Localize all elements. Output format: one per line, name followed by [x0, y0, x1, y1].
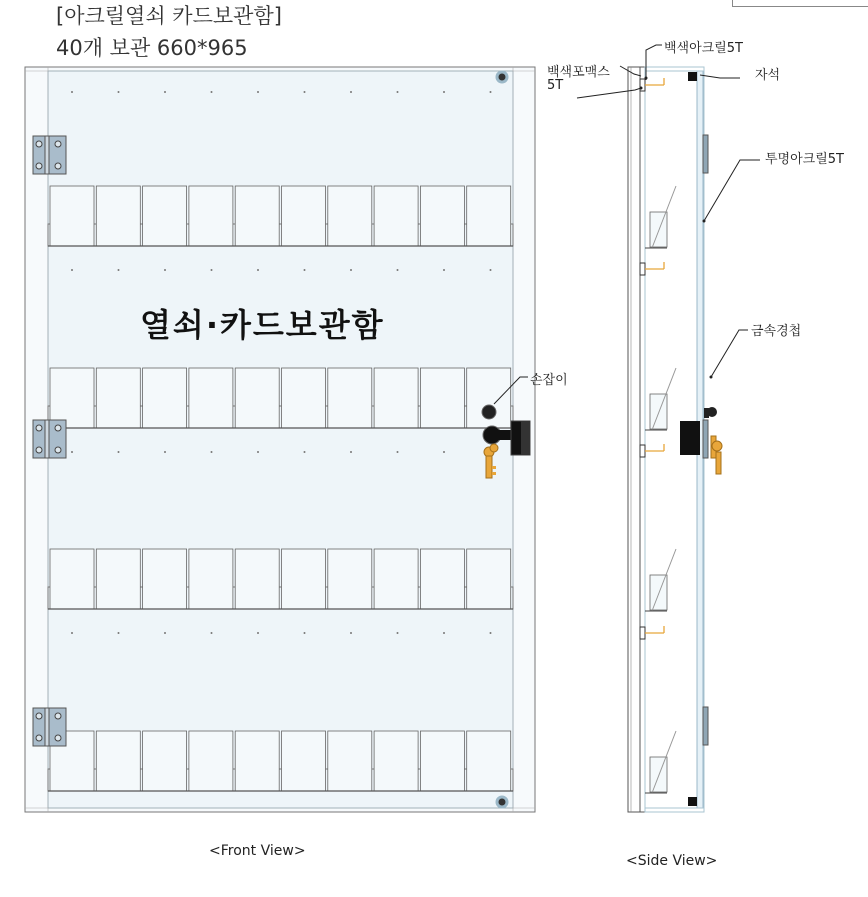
card-slot	[328, 731, 372, 791]
card-slot	[143, 368, 187, 428]
hook-dot	[211, 632, 213, 634]
card-slot	[467, 731, 511, 791]
hook-dot	[164, 91, 166, 93]
label-magnet: 자석	[755, 68, 781, 83]
front-view-caption: <Front View>	[209, 843, 306, 859]
hook-dot	[443, 451, 445, 453]
side-slot	[645, 549, 676, 611]
card-slot	[282, 368, 326, 428]
hook-dot	[164, 632, 166, 634]
hook-dot	[350, 91, 352, 93]
card-slot	[374, 549, 418, 609]
card-slot	[374, 186, 418, 246]
card-slot	[50, 186, 94, 246]
card-slot	[96, 549, 140, 609]
handle-label: 손잡이	[530, 373, 568, 388]
hook-dot	[397, 632, 399, 634]
hook-dot	[443, 91, 445, 93]
hook-dot	[350, 269, 352, 271]
side-slot	[645, 186, 676, 248]
card-slot	[235, 549, 279, 609]
card-slot	[50, 368, 94, 428]
side-key-icon	[711, 436, 722, 474]
card-slot	[328, 368, 372, 428]
card-slot	[189, 731, 233, 791]
card-slot	[235, 731, 279, 791]
hinge	[33, 420, 66, 458]
side-formax	[640, 67, 645, 812]
hook-dot	[397, 269, 399, 271]
card-slot	[96, 731, 140, 791]
hook-dot	[118, 269, 120, 271]
hook-dot	[118, 451, 120, 453]
hook-dot	[164, 451, 166, 453]
label-white-acrylic: 백색아크릴5T	[664, 41, 744, 56]
hook-dot	[304, 269, 306, 271]
hook-dot	[350, 632, 352, 634]
hook-dot	[490, 269, 492, 271]
hook-dot	[257, 269, 259, 271]
magnet-bottom	[497, 797, 507, 807]
card-slot	[189, 549, 233, 609]
hook-dot	[211, 91, 213, 93]
hook-dot	[490, 632, 492, 634]
card-slot	[282, 731, 326, 791]
card-slot	[374, 731, 418, 791]
hook-dot	[164, 269, 166, 271]
hinge	[33, 136, 66, 174]
side-hinge-2	[703, 420, 708, 458]
front-acrylic-panel	[48, 71, 513, 808]
hook-dot	[397, 451, 399, 453]
card-slot	[96, 368, 140, 428]
hook-dot	[304, 91, 306, 93]
hook-dot	[443, 269, 445, 271]
label-white-formax-thickness: 5T	[547, 78, 564, 93]
card-slot	[282, 186, 326, 246]
hook-dot	[304, 451, 306, 453]
card-slot	[328, 549, 372, 609]
side-view-caption: <Side View>	[626, 853, 718, 869]
side-hook	[640, 262, 664, 275]
hook-dot	[118, 632, 120, 634]
hook-dot	[257, 451, 259, 453]
label-white-formax: 백색포맥스	[547, 65, 610, 80]
side-hook	[640, 444, 664, 457]
hook-dot	[490, 91, 492, 93]
card-slot	[420, 549, 464, 609]
hook-dot	[443, 632, 445, 634]
hook-dot	[397, 91, 399, 93]
card-slot	[189, 368, 233, 428]
side-slot	[645, 368, 676, 430]
hook-dot	[304, 632, 306, 634]
card-slot	[328, 186, 372, 246]
card-slot	[467, 186, 511, 246]
hook-dot	[350, 451, 352, 453]
card-slot	[235, 186, 279, 246]
card-slot	[143, 186, 187, 246]
card-slot	[374, 368, 418, 428]
center-title: 열쇠·카드보관함	[140, 306, 385, 344]
side-hinge-1	[703, 135, 708, 173]
card-slot	[420, 186, 464, 246]
card-slot	[143, 731, 187, 791]
hinge	[33, 708, 66, 746]
hook-dot	[71, 269, 73, 271]
card-slot	[50, 549, 94, 609]
magnet-top	[497, 72, 507, 82]
hook-dot	[71, 91, 73, 93]
side-back-panel	[628, 67, 640, 812]
title-line-2: 40개 보관 660*965	[56, 36, 248, 60]
card-slot	[467, 549, 511, 609]
hook-dot	[118, 91, 120, 93]
card-slot	[235, 368, 279, 428]
side-handle	[680, 421, 700, 455]
hook-dot	[257, 91, 259, 93]
side-slot	[645, 731, 676, 793]
card-slot	[420, 731, 464, 791]
hook-dot	[211, 451, 213, 453]
title-line-1: [아크릴열쇠 카드보관함]	[56, 4, 282, 28]
hook-dot	[257, 632, 259, 634]
front-view	[25, 67, 535, 812]
side-magnet-top	[688, 72, 697, 81]
card-slot	[143, 549, 187, 609]
hook-dot	[71, 632, 73, 634]
side-hook	[640, 78, 664, 91]
side-hook	[640, 626, 664, 639]
label-clear-acrylic: 투명아크릴5T	[765, 152, 845, 167]
hook-dot	[71, 451, 73, 453]
hook-dot	[211, 269, 213, 271]
label-metal-hinge: 금속경첩	[751, 324, 802, 339]
card-slot	[189, 186, 233, 246]
card-slot	[420, 368, 464, 428]
card-slot	[96, 186, 140, 246]
side-hinge-3	[703, 707, 708, 745]
card-slot	[282, 549, 326, 609]
side-view	[577, 45, 760, 812]
side-magnet-bottom	[688, 797, 697, 806]
